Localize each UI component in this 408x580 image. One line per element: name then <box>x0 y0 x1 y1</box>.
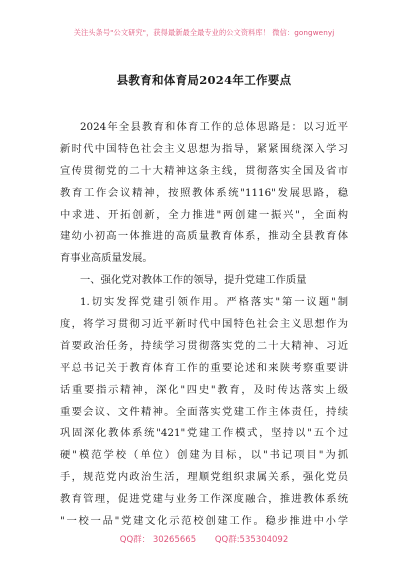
body-line: 建幼小初高一体推进的高质量教育体系，推动全县教育体 <box>60 230 348 243</box>
body-line: 巩固深化教体系统"421"党建工作模式，坚持以"五个过 <box>60 427 348 440</box>
body-line: "一校一品"党建文化示范校创建工作。稳步推进中小学 <box>60 515 348 528</box>
document-body <box>60 117 348 533</box>
body-line: 1.切实发挥党建引领作用。严格落实"第一议题"制 <box>80 296 348 309</box>
body-line: 中求进、开拓创新，全力推进"两创建一振兴"，全面构 <box>60 208 348 221</box>
body-line: 平总书记关于教育体育工作的重要论述和来陕考察重要讲 <box>60 361 348 374</box>
body-line: 2024年全县教育和体育工作的总体思路是：以习近平 <box>80 121 348 133</box>
body-line: 教育管理，促进党建与业务工作深度融合，推进教体系统 <box>60 493 348 506</box>
body-line: 重要会议、文件精神。全面落实党建工作主体责任，持续 <box>60 405 348 418</box>
body-line: 育事业高质量发展。 <box>60 252 153 265</box>
body-line: 手，规范党内政治生活，理顺党组织隶属关系，强化党员 <box>60 471 348 484</box>
body-line: 新时代中国特色社会主义思想为指导，紧紧围绕深入学习 <box>60 142 348 155</box>
footer-qq-group-1: QQ群： 30265665 <box>119 535 197 545</box>
body-line: 教育工作会议精神，按照教体系统"1116"发展思路，稳 <box>60 186 348 199</box>
body-line: 一、强化党对教体工作的领导，提升党建工作质量 <box>80 274 307 287</box>
footer-qq-group-2: QQ群:535304092 <box>214 535 289 545</box>
document-title: 县教育和体育局2024年工作要点 <box>116 73 292 87</box>
body-line: 首要政治任务，持续学习贯彻落实党的二十大精神、习近 <box>60 339 348 352</box>
body-line: 宣传贯彻党的二十大精神这条主线，贯彻落实全国及省市 <box>60 164 348 177</box>
footer-contact <box>0 533 408 545</box>
body-line: 话重要指示精神，深化"四史"教育，及时传达落实上级 <box>60 383 348 396</box>
header-note: 关注头条号"公文研究"，获得最新最全最专业的公文资料库！ 微信：gongwenyj <box>73 28 335 37</box>
body-line: 硬"模范学校（单位）创建为目标，以"书记项目"为抓 <box>60 449 348 462</box>
body-line: 度，将学习贯彻习近平新时代中国特色社会主义思想作为 <box>60 318 348 331</box>
